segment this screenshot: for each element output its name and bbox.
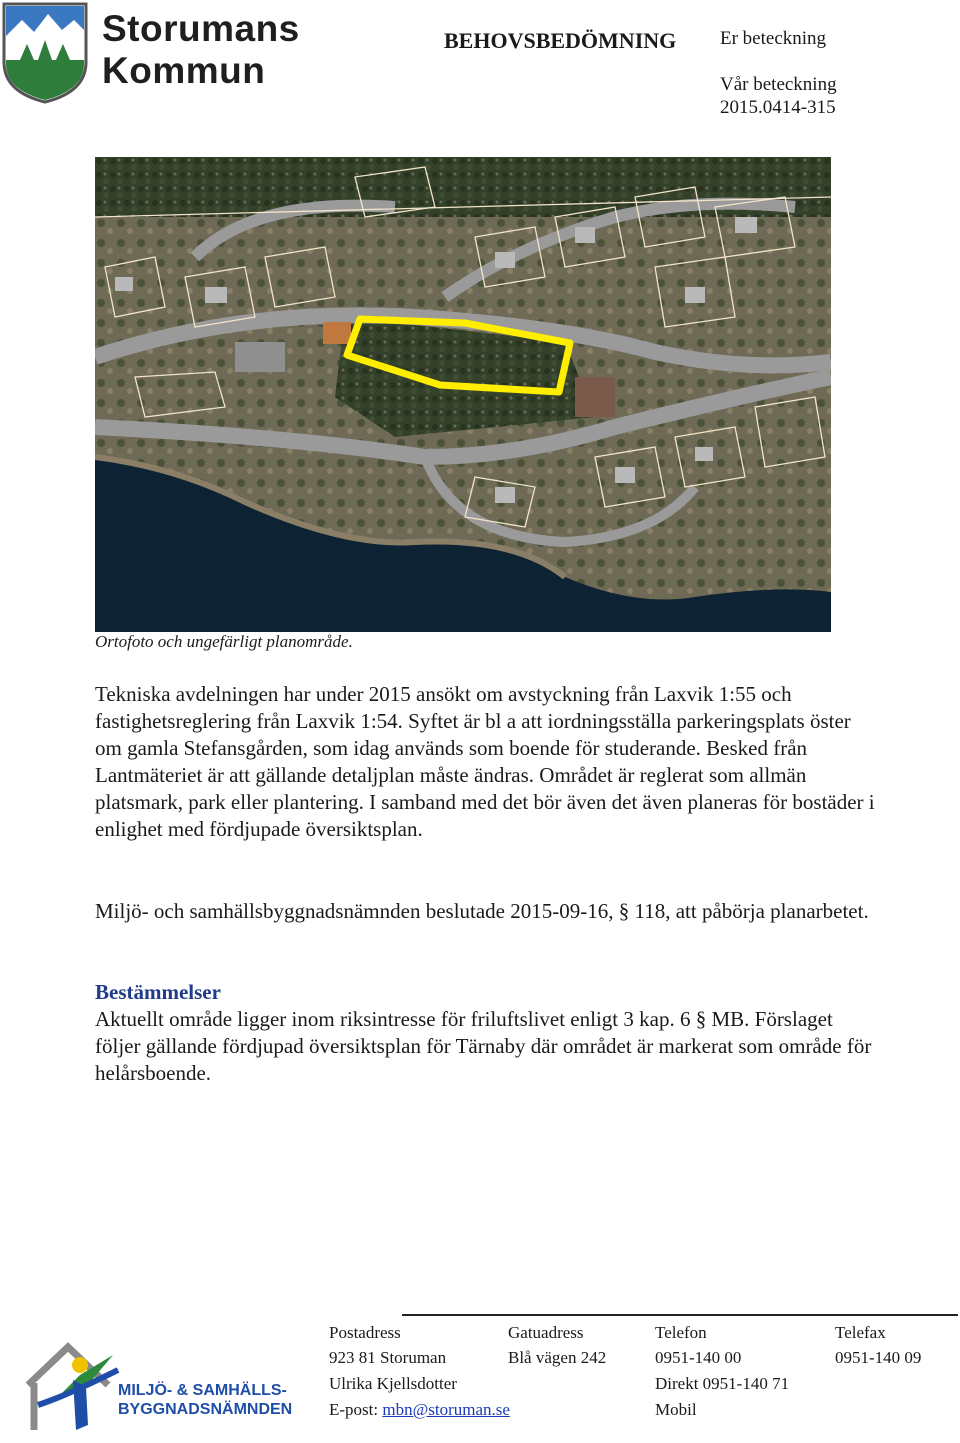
- telefax-value: 0951-140 09: [835, 1348, 922, 1367]
- contact-name: Ulrika Kjellsdotter: [329, 1374, 457, 1393]
- telefon-label: Telefon: [655, 1323, 707, 1342]
- committee-logo-line1: MILJÖ- & SAMHÄLLS-: [118, 1382, 287, 1399]
- email-link[interactable]: mbn@storuman.se: [382, 1400, 510, 1419]
- house-figure-icon: [18, 1335, 123, 1435]
- committee-logo-line2: BYGGNADSNÄMNDEN: [118, 1401, 293, 1418]
- email-label: E-post:: [329, 1400, 379, 1419]
- var-beteckning-label: Vår beteckning: [720, 74, 837, 95]
- paragraph-background: Tekniska avdelningen har under 2015 ansökt om avstyckning från Laxvik 1:55 och fastighetsreglering från Laxvik 1:54. Syftet är bl a att iordningsställa parkeringsplats öster om gamla Stefansgården, som idag används som boende för studerande. Besked från Lantmäteriet är att gällande detaljplan måste ändras. Området är reglerat som allmän platsmark, park eller plantering. I samband med det bör även det även planeras för bostäder i enlighet med fördjupade översiktsplan.: [95, 682, 875, 841]
- postadress-value: 923 81 Storuman: [329, 1348, 447, 1367]
- er-beteckning-label: Er beteckning: [720, 28, 827, 49]
- postadress-label: Postadress: [329, 1323, 401, 1342]
- telefax-label: Telefax: [835, 1323, 886, 1342]
- telefon-value: 0951-140 00: [655, 1348, 742, 1367]
- direct-phone: Direkt 0951-140 71: [655, 1374, 790, 1393]
- var-beteckning-value: 2015.0414-315: [720, 97, 836, 118]
- document-title: BEHOVSBEDÖMNING: [444, 28, 677, 53]
- footer-divider: [402, 1314, 958, 1316]
- gatuadress-label: Gatuadress: [508, 1323, 584, 1342]
- committee-logo: [18, 1335, 308, 1435]
- section-heading-bestammelser: Bestämmelser: [95, 980, 221, 1004]
- municipality-name: [102, 8, 352, 92]
- paragraph-regulations: Aktuellt område ligger inom riksintresse för friluftslivet enligt 3 kap. 6 § MB. Förslaget följer gällande fördjupad översiktsplan för Tärnaby där området är markerat som område för helårsboende.: [95, 1007, 872, 1085]
- paragraph-decision: Miljö- och samhällsbyggnadsnämnden beslutade 2015-09-16, § 118, att påbörja planarbetet.: [95, 899, 869, 923]
- coat-of-arms-icon: [0, 0, 100, 105]
- map-caption: Ortofoto och ungefärligt planområde.: [95, 632, 353, 651]
- municipality-name-line2: Kommun: [102, 50, 266, 91]
- orthophoto-map: [95, 157, 831, 632]
- municipality-name-line1: Storumans: [102, 8, 300, 49]
- mobile-label: Mobil: [655, 1400, 697, 1419]
- email-row: [329, 1400, 510, 1420]
- gatuadress-value: Blå vägen 242: [508, 1348, 607, 1367]
- orthophoto-image: [95, 157, 831, 632]
